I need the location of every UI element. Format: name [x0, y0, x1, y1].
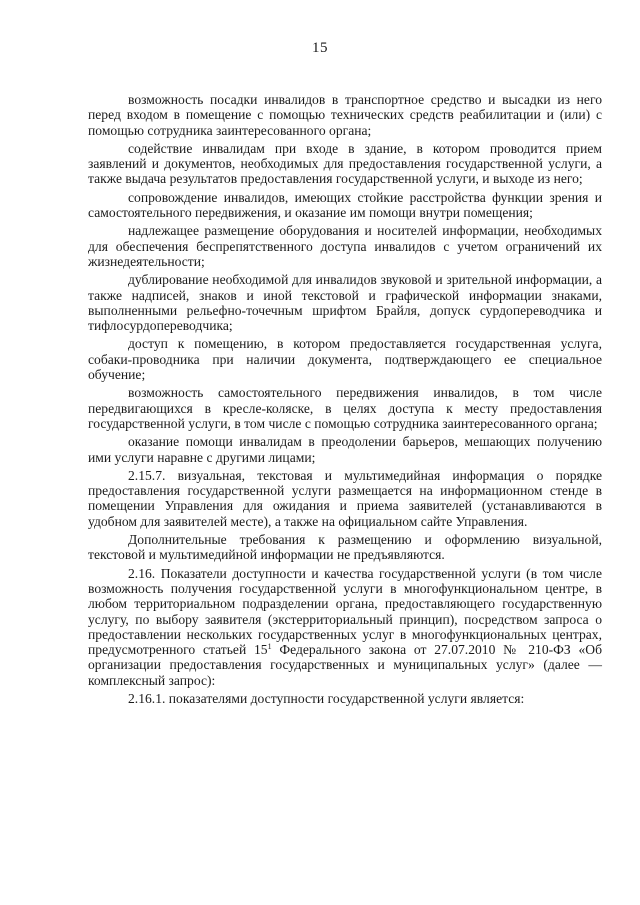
paragraph-equipment-placement: надлежащее размещение оборудования и носителей информации, необходимых для обеспечения беспрепятственного доступа инвалидов с учетом ограничений их жизнедеятельности; [88, 223, 602, 269]
paragraph-guide-dog-access: доступ к помещению, в котором предоставляется государственная услуга, собаки-проводника при наличии документа, подтверждающего ее специальное обучение; [88, 336, 602, 383]
document-body [88, 92, 602, 706]
article-superscript: 1 [267, 642, 272, 652]
paragraph-boarding-assistance: возможность посадки инвалидов в транспортное средство и высадки из него перед входом в помещение с помощью технических средств реабилитации и (или) с помощью сотрудника заинтересованного органа; [88, 92, 602, 138]
paragraph-additional-requirements: Дополнительные требования к размещению и оформлению визуальной, текстовой и мультимедийной информации не предъявляются. [88, 532, 602, 563]
paragraph-2-16-1: 2.16.1. показателями доступности государственной услуги является: [128, 690, 525, 706]
paragraph-barrier-assistance: оказание помощи инвалидам в преодолении барьеров, мешающих получению ими услуги наравне с другими лицами; [88, 434, 602, 465]
paragraph-information-duplication: дублирование необходимой для инвалидов звуковой и зрительной информации, а также надписей, знаков и иной текстовой и графической информации знаками, выполненными рельефно-точечным шрифтом Брайля, допуск сурдопереводчика и тифлосурдопереводчика; [88, 272, 602, 334]
paragraph-2-16-text-end: Федерального закона от 27.07.2010 № 210-ФЗ «Об организации предоставления государственных и муниципальных услуг» (далее — комплексный запрос): [88, 642, 603, 688]
paragraph-2-16-text-start: 2.16. Показатели доступности и качества государственной услуги (в том числе возможность получения государственной услуги в многофункциональном центре, в любом территориальном подразделении органа, предоставляющего государственную услугу, по выбору заявителя (экстерриториальный принцип), посредством запроса о предоставлении нескольких государственных услуг в многофункциональных центрах, предусмотренного статьей 15 [88, 565, 602, 658]
paragraph-independent-movement: возможность самостоятельного передвижения инвалидов, в том числе передвигающихся в кресле-коляске, в целях доступа к месту предоставления государственной услуги, в том числе с помощью сотрудника заинтересованного органа; [88, 385, 602, 431]
paragraph-entrance-assistance: содействие инвалидам при входе в здание, в котором проводится прием заявлений и документов, необходимых для предоставления государственной услуги, а также выдача результатов предоставления государственной услуги, и выходе из него; [88, 140, 602, 187]
paragraph-2-15-7: 2.15.7. визуальная, текстовая и мультимедийная информация о порядке предоставления государственной услуги размещается на информационном стенде в помещении Управления для ожидания и приема заявителей (устанавливаются в удобном для заявителей месте), а также на официальном сайте Управления. [88, 467, 602, 529]
page-number: 15 [312, 40, 328, 56]
paragraph-2-16 [88, 566, 602, 688]
paragraph-escort: сопровождение инвалидов, имеющих стойкие расстройства функции зрения и самостоятельного передвижения, и оказание им помощи внутри помещения; [88, 189, 602, 221]
